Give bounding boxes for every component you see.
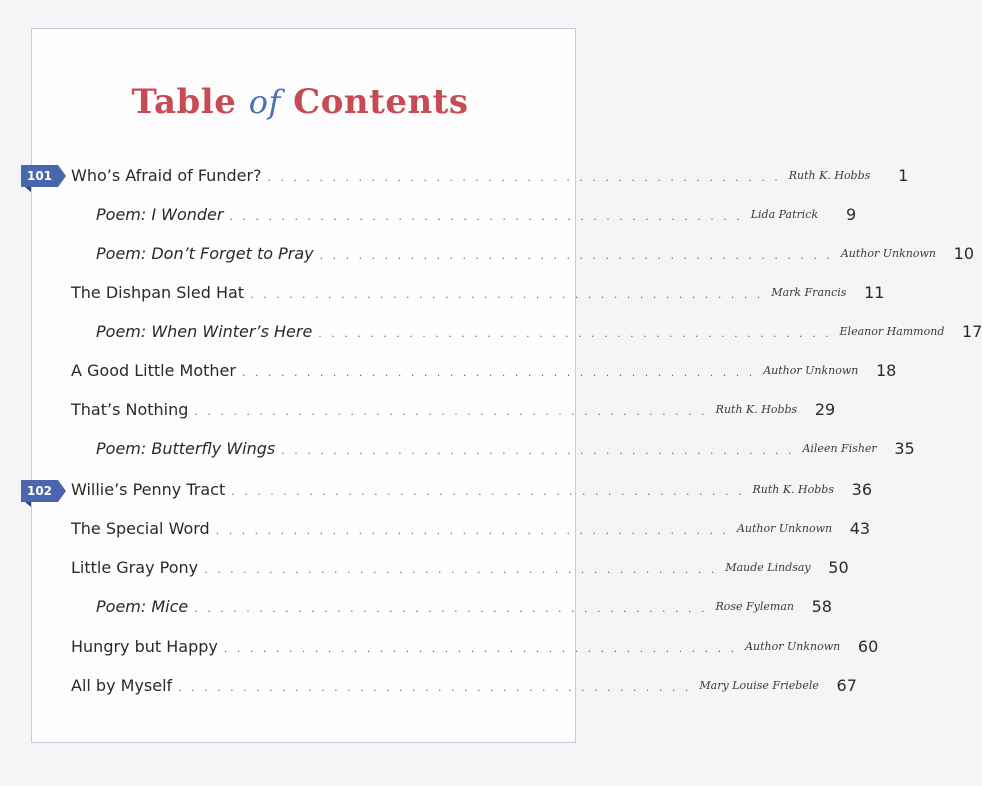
toc-entry[interactable] [0,666,857,705]
entry-author: Eleanor Hammond [839,325,945,338]
entry-title: Willie’s Penny Tract [71,480,226,499]
entry-author: Aileen Fisher [802,442,877,455]
toc-entry[interactable] [0,429,915,468]
entry-page: 36 [851,480,872,499]
leader-dots: . . . . . . . . . . . . . . . . . . . . . . . . . . . . . . . . . . . . . . . . [318,327,832,340]
entry-title: The Dishpan Sled Hat [71,283,245,302]
entry-author: Ruth K. Hobbs [788,169,871,182]
entry-page: 43 [849,519,871,538]
entry-author: Maude Lindsay [725,561,811,574]
toc-entry[interactable] [0,234,974,273]
entry-author: Author Unknown [763,364,859,377]
leader-dots: . . . . . . . . . . . . . . . . . . . . . . . . . . . . . . . . . . . . . . . . [241,366,756,379]
entry-page: 18 [875,361,897,380]
entry-author: Author Unknown [736,522,833,535]
entry-page: 10 [953,244,974,263]
toc-entry[interactable] [0,312,982,351]
entry-author: Ruth K. Hobbs [752,483,834,496]
toc-entry[interactable] [0,470,872,509]
toc-entry[interactable] [0,587,832,626]
entry-author: Ruth K. Hobbs [715,403,798,416]
entry-page: 35 [894,439,915,458]
leader-dots: . . . . . . . . . . . . . . . . . . . . . . . . . . . . . . . . . . . . . . . . [194,405,708,418]
entry-author: Mary Louise Friebele [699,679,819,692]
entry-title: That’s Nothing [71,400,189,419]
entry-page: 1 [898,166,909,185]
toc-entry[interactable] [0,156,909,195]
toc-entry[interactable] [0,351,897,390]
entry-title: Who’s Afraid of Funder? [71,166,262,185]
leader-dots: . . . . . . . . . . . . . . . . . . . . . . . . . . . . . . . . . . . . . . . . [178,681,692,694]
entry-author: Author Unknown [745,640,841,653]
toc-entry[interactable] [0,273,885,312]
entry-author: Mark Francis [771,286,847,299]
title-table: Table [131,82,237,122]
unit-badge-101: 101 [21,165,58,187]
title-of: of [248,83,281,121]
entry-page: 11 [864,283,885,302]
entry-page: 58 [811,597,832,616]
entry-title: All by Myself [71,676,173,695]
entry-title: Poem: Mice [96,597,189,616]
leader-dots: . . . . . . . . . . . . . . . . . . . . . . . . . . . . . . . . . . . . . . . . [250,288,764,301]
leader-dots: . . . . . . . . . . . . . . . . . . . . . . . . . . . . . . . . . . . . . . . . [204,563,718,576]
entry-title: Poem: When Winter’s Here [96,322,313,341]
toc-entry[interactable] [0,627,879,666]
entry-title: Little Gray Pony [71,558,199,577]
toc-entry[interactable] [0,548,849,587]
toc-entry[interactable] [0,509,871,548]
title-contents: Contents [293,82,469,122]
leader-dots: . . . . . . . . . . . . . . . . . . . . . . . . . . . . . . . . . . . . . . . . [215,524,729,537]
entry-title: Poem: I Wonder [96,205,224,224]
entry-author: Rose Fyleman [715,600,794,613]
leader-dots: . . . . . . . . . . . . . . . . . . . . . . . . . . . . . . . . . . . . . . . . [223,642,738,655]
entry-page: 9 [845,205,857,224]
leader-dots: . . . . . . . . . . . . . . . . . . . . . . . . . . . . . . . . . . . . . . . . [194,602,708,615]
page-title [0,82,600,122]
leader-dots: . . . . . . . . . . . . . . . . . . . . . . . . . . . . . . . . . . . . . . . . [319,249,833,262]
entry-page: 67 [836,676,857,695]
leader-dots: . . . . . . . . . . . . . . . . . . . . . . . . . . . . . . . . . . . . . . . . [231,485,745,498]
toc-entry[interactable] [0,195,857,234]
entry-author: Author Unknown [840,247,936,260]
leader-dots: . . . . . . . . . . . . . . . . . . . . . . . . . . . . . . . . . . . . . . . . [281,444,795,457]
entry-author: Lida Patrick [750,208,819,221]
leader-dots: . . . . . . . . . . . . . . . . . . . . . . . . . . . . . . . . . . . . . . . . [229,210,743,223]
entry-page: 29 [814,400,836,419]
entry-title: Poem: Don’t Forget to Pray [96,244,314,263]
entry-title: A Good Little Mother [71,361,236,380]
toc-entry[interactable] [0,390,836,429]
entry-title: The Special Word [71,519,210,538]
entry-page: 50 [828,558,849,577]
entry-title: Poem: Butterfly Wings [96,439,276,458]
entry-page: 17 [962,322,982,341]
unit-badge-102: 102 [21,480,58,502]
entry-title: Hungry but Happy [71,637,218,656]
leader-dots: . . . . . . . . . . . . . . . . . . . . . . . . . . . . . . . . . . . . . . . . [267,171,781,184]
entry-page: 60 [857,637,879,656]
